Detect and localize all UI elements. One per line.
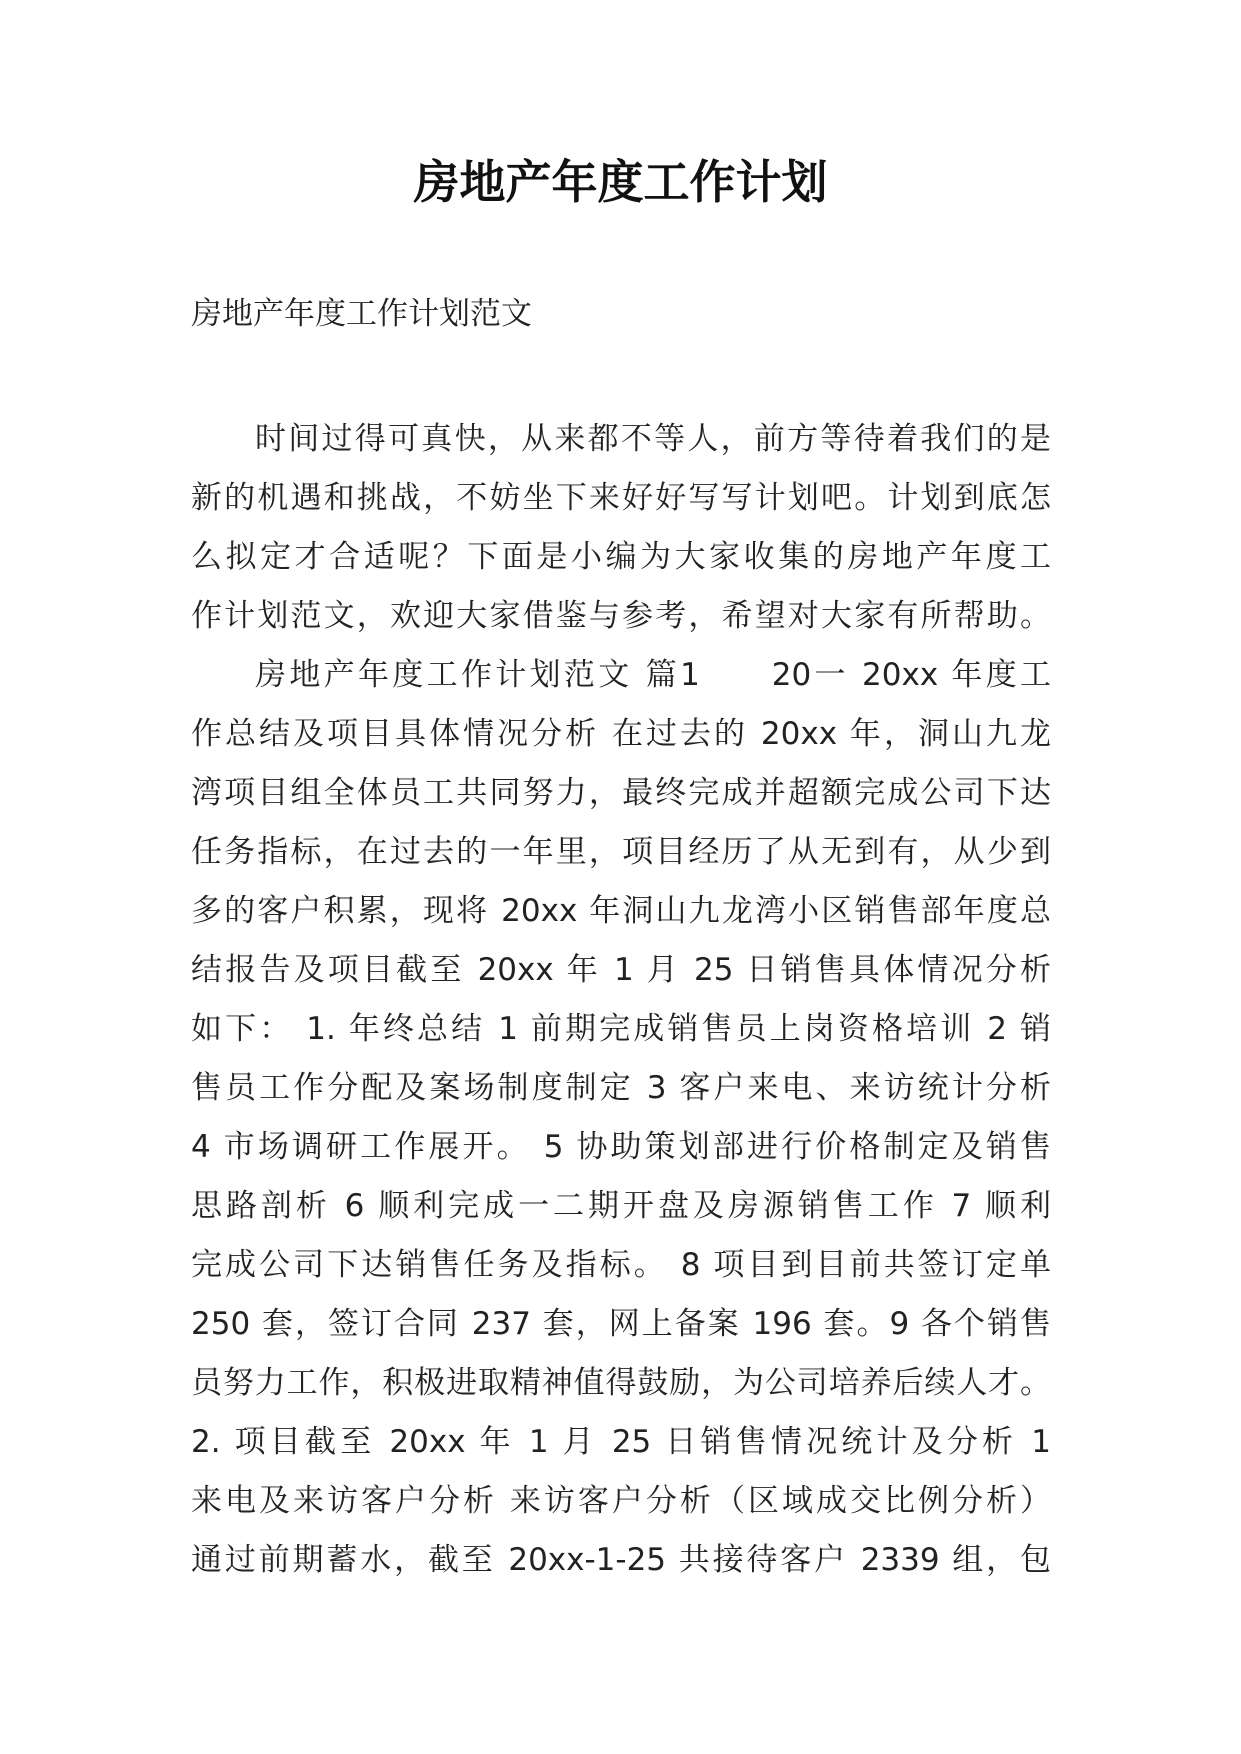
- document-body: [191, 410, 1051, 1590]
- body-line: [191, 705, 1051, 764]
- body-line-text: 湾项目组全体员工共同努力，最终完成并超额完成公司下达: [191, 775, 1051, 811]
- body-line-text: 作总结及项目具体情况分析 在过去的 20xx 年，洞山九龙: [191, 716, 1051, 752]
- body-line: [191, 469, 1051, 528]
- body-line-text: 来电及来访客户分析 来访客户分析（区域成交比例分析）: [191, 1483, 1051, 1519]
- body-line: [191, 1413, 1051, 1472]
- body-line: [191, 528, 1051, 587]
- body-line-text: 新的机遇和挑战，不妨坐下来好好写写计划吧。计划到底怎: [191, 480, 1051, 516]
- body-line-text: 4 市场调研工作展开。 5 协助策划部进行价格制定及销售: [191, 1129, 1051, 1165]
- body-line-text: 如下： 1. 年终总结 1 前期完成销售员上岗资格培训 2 销: [191, 1011, 1051, 1047]
- document-title: 房地产年度工作计划: [413, 155, 828, 209]
- body-line: [191, 1531, 1051, 1590]
- body-line-text: 结报告及项目截至 20xx 年 1 月 25 日销售具体情况分析: [191, 952, 1051, 988]
- body-line: [191, 1354, 1051, 1413]
- body-line: [191, 764, 1051, 823]
- body-line-text: 作计划范文，欢迎大家借鉴与参考，希望对大家有所帮助。: [191, 598, 1051, 634]
- body-line: [191, 1295, 1051, 1354]
- body-line-text: 通过前期蓄水，截至 20xx-1-25 共接待客户 2339 组，包: [191, 1542, 1051, 1578]
- body-line: [191, 823, 1051, 882]
- body-line-text: 么拟定才合适呢？下面是小编为大家收集的房地产年度工: [191, 539, 1051, 575]
- body-line: [191, 882, 1051, 941]
- body-line-text: 任务指标，在过去的一年里，项目经历了从无到有，从少到: [191, 834, 1051, 870]
- body-line: [191, 941, 1051, 1000]
- body-line-text: 房地产年度工作计划范文 篇1 20一 20xx 年度工: [255, 657, 1051, 693]
- body-line: [191, 410, 1051, 469]
- body-line: [191, 646, 1051, 705]
- body-line-text: 多的客户积累，现将 20xx 年洞山九龙湾小区销售部年度总: [191, 893, 1051, 929]
- body-line: [191, 1000, 1051, 1059]
- body-line-text: 250 套，签订合同 237 套，网上备案 196 套。9 各个销售: [191, 1306, 1051, 1342]
- body-line: [191, 1118, 1051, 1177]
- body-line-text: 思路剖析 6 顺利完成一二期开盘及房源销售工作 7 顺利: [191, 1188, 1051, 1224]
- body-line-text: 时间过得可真快，从来都不等人，前方等待着我们的是: [255, 421, 1051, 457]
- document-subtitle: 房地产年度工作计划范文: [191, 296, 532, 332]
- body-line: [191, 1177, 1051, 1236]
- body-line-text: 售员工作分配及案场制度制定 3 客户来电、来访统计分析: [191, 1070, 1051, 1106]
- body-line: [191, 1059, 1051, 1118]
- body-line: [191, 1472, 1051, 1531]
- body-line-text: 完成公司下达销售任务及指标。 8 项目到目前共签订定单: [191, 1247, 1051, 1283]
- body-line-text: 员努力工作，积极进取精神值得鼓励，为公司培养后续人才。: [191, 1365, 1051, 1401]
- body-line: [191, 587, 1051, 646]
- body-line: [191, 1236, 1051, 1295]
- body-line-text: 2. 项目截至 20xx 年 1 月 25 日销售情况统计及分析 1: [191, 1424, 1051, 1460]
